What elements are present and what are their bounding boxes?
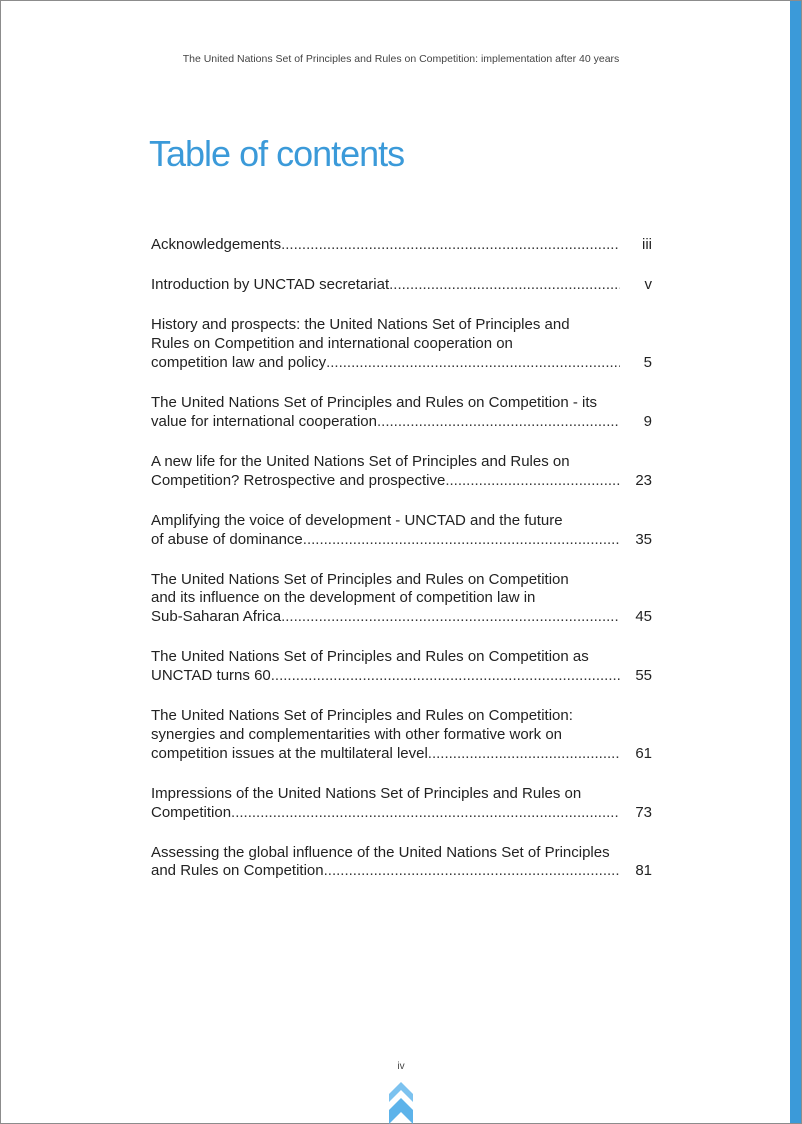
toc-entry-introduction[interactable]: [151, 276, 652, 295]
page-number: iv: [397, 1061, 405, 1072]
toc-entry-impressions[interactable]: [151, 785, 652, 822]
page-title: Table of contents: [149, 133, 405, 174]
dot-leader: [231, 804, 620, 823]
toc-entry-sub-saharan-africa[interactable]: [151, 571, 652, 627]
toc-entry-amplifying-voice[interactable]: [151, 512, 652, 549]
toc-entry-title: of abuse of dominance: [151, 530, 303, 548]
toc-entry-title: UNCTAD turns 60: [151, 667, 271, 685]
toc-entry-title-lead: The United Nations Set of Principles and Rules on Competition: synergies and complementarities with other formative work on: [151, 707, 573, 743]
toc-page-number: v: [644, 276, 652, 294]
toc-entry-line: [151, 236, 620, 255]
side-accent-bar: [790, 1, 801, 1123]
toc-entry-line: [151, 531, 620, 550]
toc-entry-title: Acknowledgements: [151, 236, 282, 253]
dot-leader: [445, 472, 620, 491]
toc-entry-line: [151, 862, 620, 881]
toc-entry-line: [151, 354, 620, 373]
running-header: The United Nations Set of Principles and Rules on Competition: implementation after 40 years: [182, 53, 620, 65]
toc-entry-title: competition law and policy: [151, 353, 327, 371]
toc-entry-new-life[interactable]: [151, 453, 652, 490]
toc-page-number: iii: [642, 236, 652, 253]
toc-entry-line: [151, 608, 620, 627]
toc-page-number: 35: [635, 530, 652, 548]
toc-entry-global-influence[interactable]: [151, 844, 652, 881]
toc-entry-value-international-cooperation[interactable]: [151, 394, 652, 431]
toc-entry-title-lead: The United Nations Set of Principles and Rules on Competition and its influence on the development of competition law in: [151, 570, 569, 607]
toc-page-number: 55: [635, 667, 652, 685]
toc-list: [151, 236, 652, 903]
toc-page-number: 73: [635, 803, 652, 821]
dot-leader: [281, 608, 620, 627]
toc-entry-title-lead: Impressions of the United Nations Set of Principles and Rules on: [151, 784, 582, 802]
toc-page-number: 23: [635, 471, 652, 489]
dot-leader: [428, 745, 620, 764]
toc-entry-unctad-turns-60[interactable]: [151, 648, 652, 685]
toc-entry-title-lead: Amplifying the voice of development - UNCTAD and the future: [151, 511, 563, 529]
toc-entry-title: Competition: [151, 803, 232, 821]
toc-page-number: 9: [643, 412, 652, 430]
toc-entry-title-lead: History and prospects: the United Nations Set of Principles and Rules on Competition and international cooperation on: [151, 316, 570, 353]
toc-entry-acknowledgements[interactable]: [151, 236, 652, 255]
toc-entry-title-lead: Assessing the global influence of the United Nations Set of Principles: [151, 843, 610, 861]
toc-entry-title: Sub-Saharan Africa: [151, 608, 282, 626]
toc-entry-synergies[interactable]: [151, 707, 652, 763]
dot-leader: [389, 276, 620, 295]
toc-entry-title: competition issues at the multilateral level: [151, 744, 428, 762]
toc-entry-title-lead: The United Nations Set of Principles and Rules on Competition as: [151, 648, 589, 666]
toc-entry-line: [151, 745, 620, 764]
dot-leader: [377, 413, 620, 432]
dot-leader: [281, 236, 620, 255]
toc-entry-history-prospects[interactable]: [151, 316, 652, 372]
dot-leader: [324, 862, 620, 881]
toc-entry-line: [151, 804, 620, 823]
toc-entry-line: [151, 667, 620, 686]
toc-page-number: 61: [635, 744, 652, 762]
chevron-lower: [389, 1098, 413, 1124]
toc-entry-line: [151, 413, 620, 432]
chevron-up-icon: [387, 1080, 415, 1124]
toc-page-number: 81: [635, 862, 652, 880]
toc-page-number: 45: [635, 608, 652, 626]
toc-page-number: 5: [643, 353, 652, 371]
dot-leader: [271, 667, 620, 686]
toc-entry-title: and Rules on Competition: [151, 862, 324, 880]
toc-entry-title-lead: A new life for the United Nations Set of Principles and Rules on: [151, 452, 570, 470]
toc-entry-title: value for international cooperation: [151, 412, 377, 430]
toc-entry-title-lead: The United Nations Set of Principles and Rules on Competition - its: [151, 394, 598, 412]
dot-leader: [303, 531, 620, 550]
toc-entry-title: Competition? Retrospective and prospective: [151, 471, 446, 489]
dot-leader: [326, 354, 620, 373]
toc-entry-title: Introduction by UNCTAD secretariat: [151, 276, 390, 294]
toc-entry-line: [151, 472, 620, 491]
toc-entry-line: [151, 276, 620, 295]
